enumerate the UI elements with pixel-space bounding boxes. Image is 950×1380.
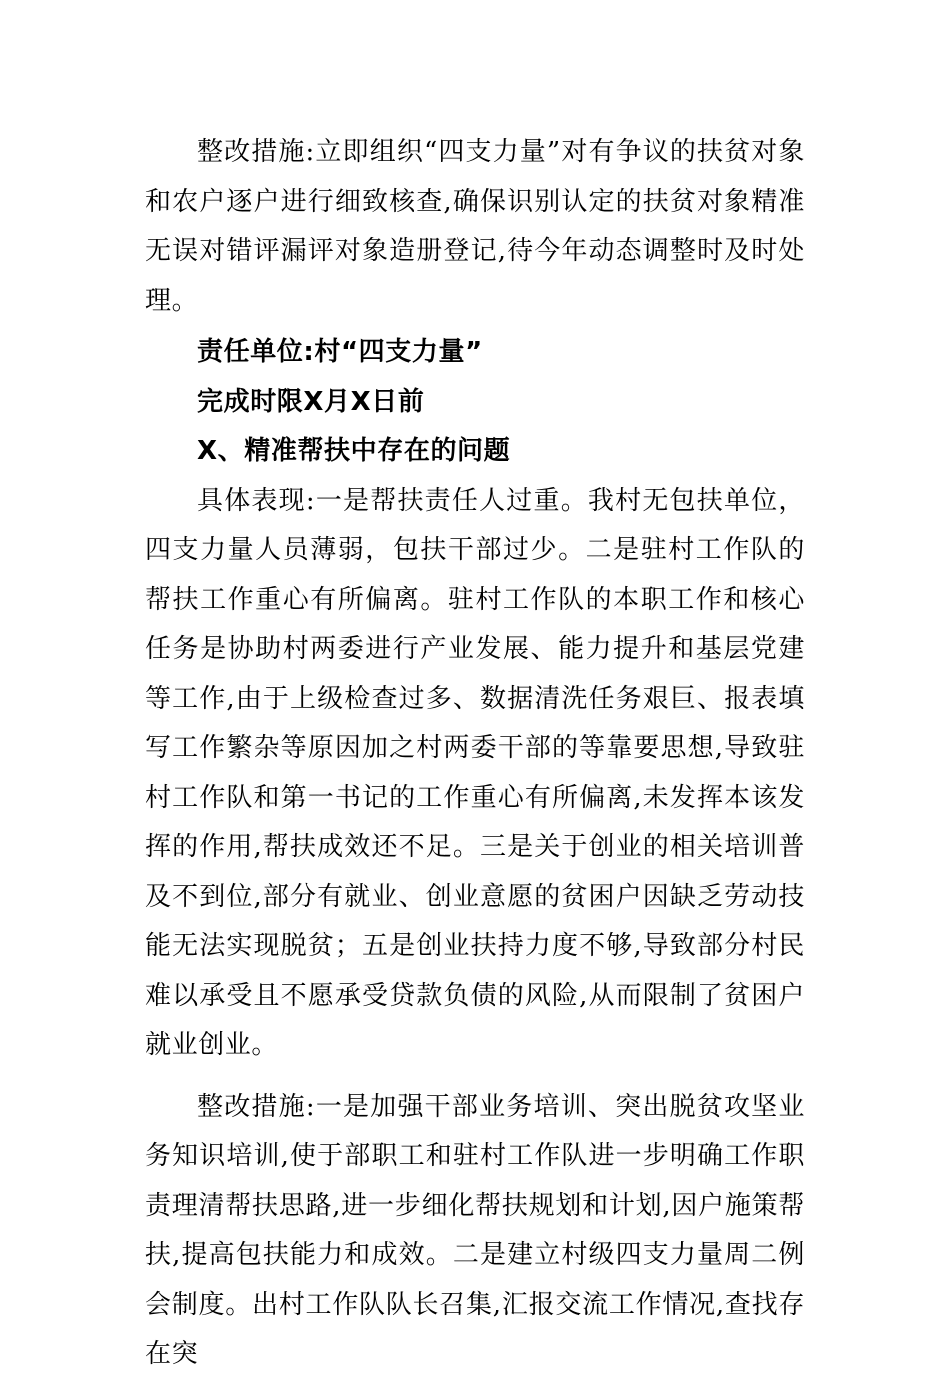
rectification-paragraph-1: 整改措施:立即组织“四支力量”对有争议的扶贫对象和农户逐户进行细致核查,确保识别认定的扶贫对象精准无误对错评漏评对象造册登记,待今年动态调整时及时处理。 [145, 137, 805, 316]
rectification-paragraph-2: 整改措施:一是加强干部业务培训、突出脱贫攻坚业务知识培训,使于部职工和驻村工作队进一步明确工作职责理清帮扶思路,进一步细化帮扶规划和计划,因户施策帮扶,提高包扶能力和成效。二是建立村级四支力量周二例会制度。出村工作队队长召集,汇报交流工作情况,查找存在突 [145, 1091, 805, 1369]
responsible-unit-line: 责任单位:村“四支力量” [197, 337, 483, 367]
manifestation-paragraph: 具体表现:一是帮扶责任人过重。我村无包扶单位，四支力量人员薄弱，包扶干部过少。二是驻村工作队的帮扶工作重心有所偏离。驻村工作队的本职工作和核心任务是协助村两委进行产业发展、能力提升和基层党建等工作,由于上级检查过多、数据清洗任务艰巨、报表填写工作繁杂等原因加之村两委干部的等靠要思想,导致驻村工作队和第一书记的工作重心有所偏离,未发挥本该发挥的作用,帮扶成效还不足。三是关于创业的相关培训普及不到位,部分有就业、创业意愿的贫困户因缺乏劳动技能无法实现脱贫；五是创业扶持力度不够,导致部分村民难以承受且不愿承受贷款负债的风险,从而限制了贫困户就业创业。 [145, 485, 805, 1060]
document-body [145, 128, 805, 1380]
section-heading: X、精准帮扶中存在的问题 [197, 436, 511, 466]
deadline-line: 完成时限X月X日前 [197, 386, 425, 417]
